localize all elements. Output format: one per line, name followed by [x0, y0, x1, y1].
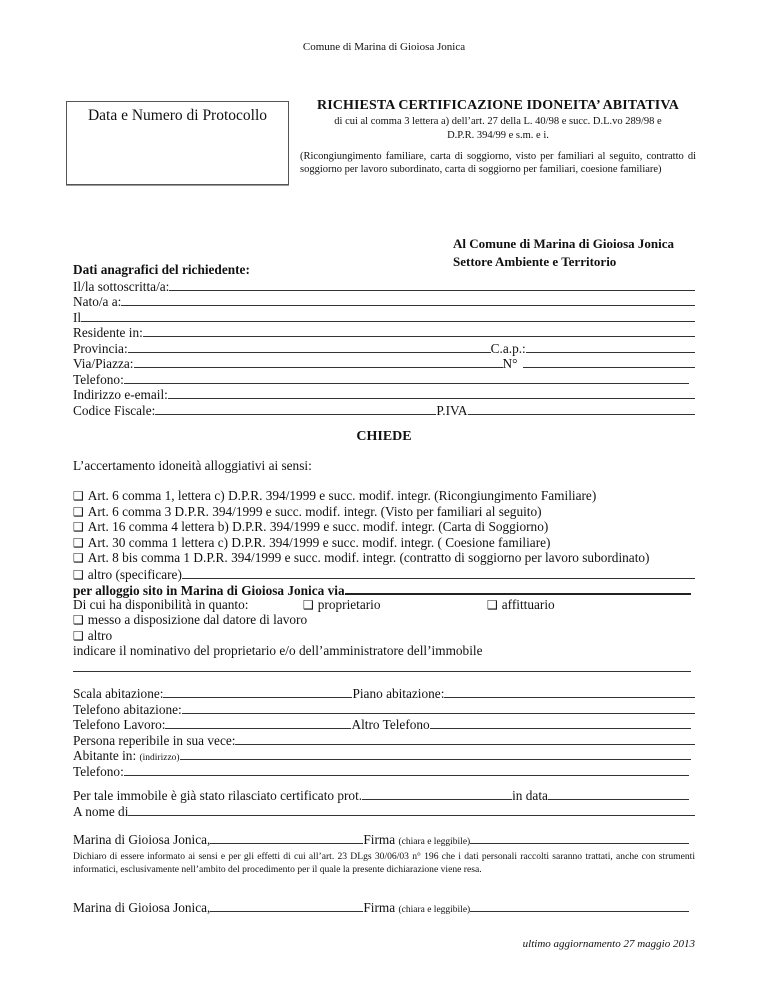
label-provincia: Provincia: [73, 340, 128, 356]
codice-fiscale-field[interactable] [155, 402, 436, 415]
checkbox-icon[interactable]: ❑ [73, 567, 84, 582]
option-row[interactable] [73, 519, 695, 535]
checkbox-icon[interactable]: ❑ [303, 597, 314, 612]
signature-section-1 [73, 831, 695, 876]
label-sottoscritto: Il/la sottoscritta/a: [73, 278, 170, 294]
cap-field[interactable] [526, 340, 695, 353]
protocol-box [66, 101, 289, 185]
option-row[interactable] [73, 488, 695, 504]
option-label: Art. 16 comma 4 lettera b) D.P.R. 394/1999 e succ. modif. integr. (Carta di Soggiorno) [87, 519, 549, 534]
chiede-heading: CHIEDE [356, 429, 412, 444]
telefono-field[interactable] [124, 371, 689, 384]
checkbox-icon[interactable]: ❑ [73, 613, 84, 627]
provincia-field[interactable] [128, 340, 491, 353]
abitante-note: (indirizzo) [139, 753, 180, 763]
proprietario-label: proprietario [317, 596, 381, 612]
option-row-altro[interactable] [73, 566, 695, 582]
nominativo-field[interactable] [73, 659, 691, 672]
document-title: RICHIESTA CERTIFICAZIONE IDONEITA’ ABITATIVA [317, 98, 679, 113]
altro-label: altro [87, 627, 113, 643]
via-field[interactable] [134, 355, 503, 368]
disponibilita-label: Di cui ha disponibilità in quanto: [73, 596, 249, 612]
altro-option[interactable] [73, 628, 695, 644]
checkbox-icon[interactable]: ❑ [73, 551, 84, 565]
option-label: altro (specificare) [87, 566, 182, 582]
alloggio-via-field[interactable] [345, 581, 691, 595]
housing-section [73, 685, 695, 778]
nominativo-label: indicare il nominativo del proprietario e/o dell’amministratore dell’immobile [73, 643, 483, 658]
option-label: Art. 6 comma 1, lettera c) D.P.R. 394/1999 e succ. modif. integr. (Ricongiungimento Familiare) [87, 488, 597, 503]
email-field[interactable] [168, 386, 695, 399]
place-label: Marina di Gioiosa Jonica, [73, 832, 211, 847]
addressee-line-1: Al Comune di Marina di Gioiosa Jonica [453, 236, 675, 251]
label-via: Via/Piazza: [73, 356, 134, 371]
label-abitante: Abitante in: [73, 748, 137, 763]
privacy-statement: Dichiaro di essere informato ai sensi e per gli effetti di cui all’art. 23 DLgs 30/06/03 n° 196 che i dati personali raccolti saranno trattati, anche con strumenti informatici, esclusivamente nell’ambito del procedimento per il quale la presente dichiarazione viene resa. [73, 850, 695, 875]
certificate-section [73, 787, 695, 818]
checkbox-icon[interactable]: ❑ [73, 520, 84, 534]
applicant-section [73, 262, 695, 417]
signature-field[interactable] [470, 899, 689, 912]
label-piano: Piano abitazione: [352, 686, 445, 701]
label-il: Il [73, 309, 82, 325]
datore-option[interactable] [73, 612, 695, 628]
option-label: Art. 8 bis comma 1 D.P.R. 394/1999 e succ. modif. integr. (contratto di soggiorno per lavoro subordinato) [87, 550, 650, 565]
label-residente: Residente in: [73, 325, 143, 340]
label-altro-tel: Altro Telefono [351, 717, 430, 732]
in-data-field[interactable] [548, 787, 689, 800]
firma-label: Firma [363, 900, 396, 915]
applicant-heading [73, 262, 695, 278]
affittuario-label: affittuario [501, 596, 555, 612]
birth-date-field[interactable] [81, 309, 695, 322]
label-email: Indirizzo e-email: [73, 387, 168, 402]
label-prot: Per tale immobile è già stato rilasciato certificato prot. [73, 788, 363, 803]
piano-field[interactable] [444, 685, 695, 698]
label-tel-lavoro: Telefono Lavoro: [73, 717, 166, 732]
firma-label: Firma [363, 832, 396, 847]
title-subtitle-1: di cui al comma 3 lettera a) dell’art. 27 della L. 40/98 e succ. D.L.vo 289/98 e [334, 116, 662, 127]
label-a-nome: A nome di [73, 803, 129, 819]
alloggio-label: per alloggio sito in Marina di Gioiosa Jonica via [73, 583, 345, 598]
abitante-field[interactable] [180, 747, 691, 760]
firma-note: (chiara e leggibile) [398, 905, 471, 915]
label-persona: Persona reperibile in sua vece: [73, 732, 236, 748]
label-telefono: Telefono: [73, 371, 124, 387]
label-tel-abitazione: Telefono abitazione: [73, 701, 182, 717]
signature-field[interactable] [470, 831, 689, 844]
request-intro: L’accertamento idoneità alloggiativi ai sensi: [73, 458, 312, 473]
option-label: Art. 30 comma 1 lettera c) D.P.R. 394/1999 e succ. modif. integr. ( Coesione familiare) [87, 534, 551, 550]
telefono2-field[interactable] [124, 763, 689, 776]
label-nato: Nato/a a: [73, 294, 122, 309]
proprietario-option[interactable] [303, 597, 487, 614]
label-piva: P.IVA [436, 402, 468, 418]
place-label: Marina di Gioiosa Jonica, [73, 900, 211, 915]
last-updated-footer: ultimo aggiornamento 27 maggio 2013 [522, 938, 695, 950]
checkbox-icon[interactable]: ❑ [487, 597, 498, 612]
altro-tel-field[interactable] [430, 716, 691, 729]
checkbox-icon[interactable]: ❑ [73, 489, 84, 503]
label-telefono2: Telefono: [73, 763, 124, 779]
protocol-label: Data e Numero di Protocollo [87, 107, 268, 124]
label-numero: N° [502, 356, 518, 371]
title-subtitle-2: D.P.R. 394/99 e s.m. e i. [447, 130, 549, 141]
label-cap: C.a.p.: [490, 340, 526, 356]
affittuario-option[interactable] [487, 597, 555, 614]
option-row[interactable] [73, 550, 695, 566]
tel-abitazione-field[interactable] [182, 701, 695, 714]
piva-field[interactable] [468, 402, 695, 415]
nato-field[interactable] [121, 293, 695, 306]
option-row[interactable] [73, 504, 695, 520]
a-nome-field[interactable] [128, 803, 695, 816]
signature-section-2 [73, 899, 695, 915]
residente-field[interactable] [143, 324, 695, 337]
title-block [300, 98, 696, 142]
date-field[interactable] [210, 899, 363, 912]
tel-lavoro-field[interactable] [165, 716, 351, 729]
prot-field[interactable] [362, 787, 512, 800]
applicant-heading-text: Dati anagrafici del richiedente: [73, 262, 250, 277]
label-scala: Scala abitazione: [73, 686, 164, 701]
date-field[interactable] [210, 831, 363, 844]
checkbox-icon[interactable]: ❑ [73, 535, 84, 550]
option-label: Art. 6 comma 3 D.P.R. 394/1999 e succ. modif. integr. (Visto per familiari al seguito) [87, 503, 542, 519]
datore-label: messo a disposizione dal datore di lavoro [87, 612, 308, 627]
label-codice-fiscale: Codice Fiscale: [73, 402, 156, 418]
addressee-line-2: Settore Ambiente e Territorio [453, 254, 617, 269]
sottoscritto-field[interactable] [169, 278, 695, 291]
scala-field[interactable] [163, 685, 352, 698]
option-row[interactable] [73, 535, 695, 551]
numero-field[interactable] [523, 355, 695, 368]
altro-specificare-field[interactable] [182, 566, 695, 579]
checkbox-icon[interactable]: ❑ [73, 628, 84, 643]
page-header: Comune di Marina di Gioiosa Jonica [302, 41, 466, 53]
title-parenthetical: (Ricongiungimento familiare, carta di soggiorno, visto per familiari al seguito, contratto di soggiorno per lavoro subordinato, carta di soggiorno per familiari, coesione familiare) [300, 151, 696, 175]
request-options [73, 488, 695, 674]
label-in-data: in data [512, 788, 548, 803]
checkbox-icon[interactable]: ❑ [73, 504, 84, 519]
firma-note: (chiara e leggibile) [398, 837, 471, 847]
persona-field[interactable] [235, 732, 695, 745]
